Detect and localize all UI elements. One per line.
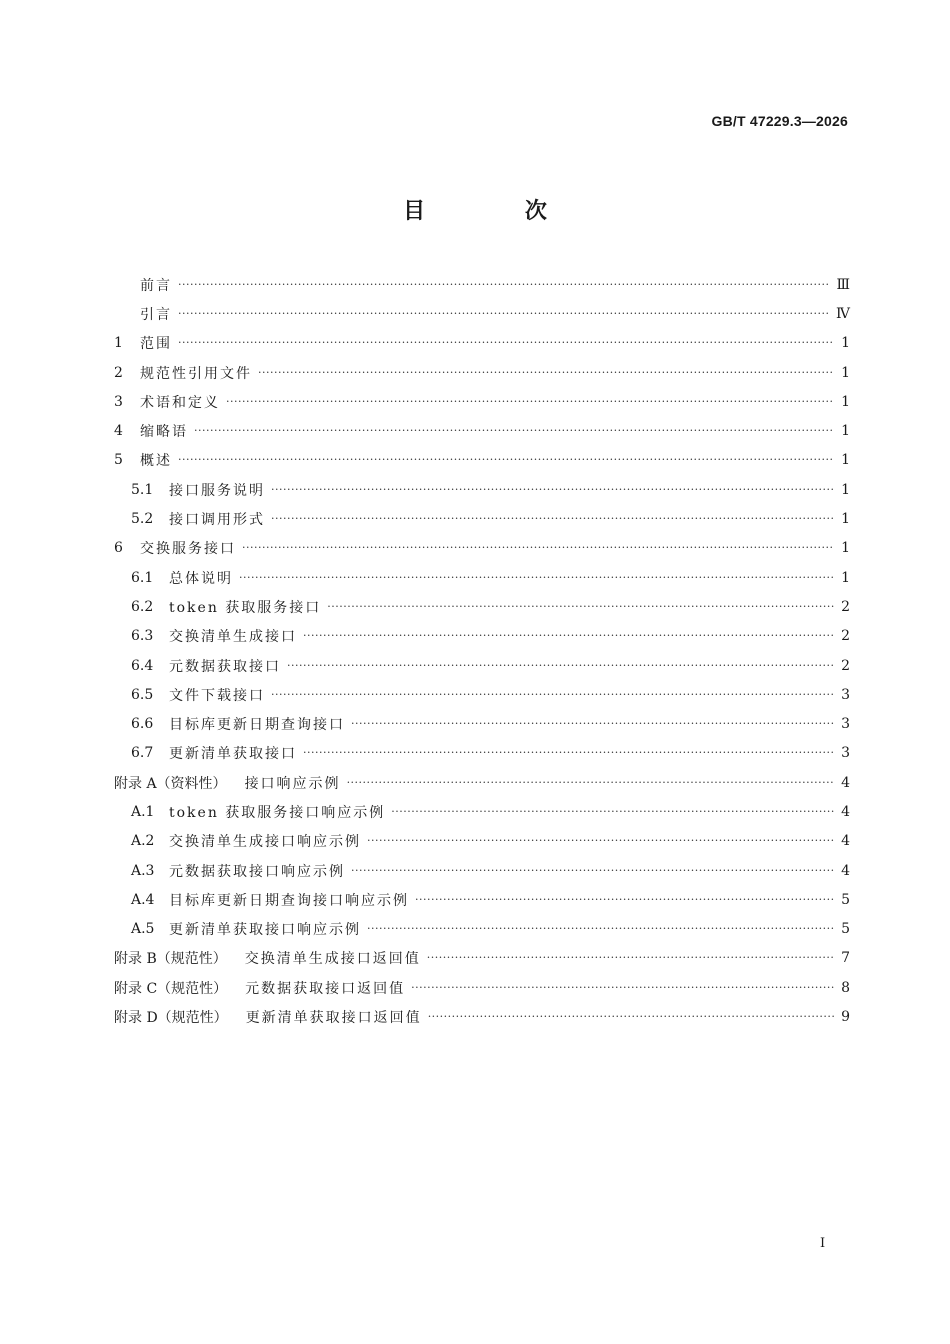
toc-entry-page: 5 [841,921,850,938]
toc-entry-number: 5.2 [131,511,154,528]
toc-entry[interactable] [114,534,850,563]
page-number: Ⅰ [820,1236,826,1251]
toc-entry[interactable] [114,563,850,592]
toc-dot-leader [271,482,834,498]
toc-dot-leader [428,1009,834,1025]
toc-dot-leader [351,863,834,879]
toc-entry[interactable] [114,622,850,651]
toc-entry-number: 6 [114,540,123,557]
toc-entry[interactable] [114,299,850,328]
toc-entry-number: 附录 D（规范性） [114,1010,228,1027]
toc-entry[interactable] [114,504,850,533]
toc-entry[interactable] [114,768,850,797]
toc-entry-number: 6.6 [131,716,154,733]
toc-entry[interactable] [114,651,850,680]
toc-entry-page: 1 [841,511,850,528]
toc-entry-page: 9 [841,1009,850,1026]
toc-dot-leader [194,423,834,439]
toc-entry-label: 元数据获取接口返回值 [245,980,406,997]
toc-entry-page: 1 [841,393,850,410]
toc-entry-page: 1 [841,423,850,440]
toc-entry-label: 概述 [140,453,172,470]
toc-entry-label: token 获取服务接口 [169,599,322,616]
toc-entry[interactable] [114,915,850,944]
toc-dot-leader [258,365,834,381]
toc-entry[interactable] [114,446,850,475]
toc-dot-leader [303,628,834,644]
toc-entry-number: 3 [114,393,123,410]
toc-dot-leader [226,394,834,410]
toc-entry-label: 交换清单生成接口 [169,629,297,646]
toc-dot-leader [367,921,834,937]
toc-entry-page: 2 [841,657,850,674]
toc-entry-number: A.1 [131,803,155,820]
toc-dot-leader [327,599,834,615]
toc-entry-label: token 获取服务接口响应示例 [169,804,386,821]
toc-entry-label: 更新清单获取接口响应示例 [169,922,361,939]
toc-entry-page: Ⅳ [836,305,850,322]
toc-entry-label: 元数据获取接口响应示例 [169,863,345,880]
toc-entry[interactable] [114,944,850,973]
toc-entry-page: 7 [841,950,850,967]
toc-entry-label: 前言 [140,277,172,294]
toc-entry[interactable] [114,592,850,621]
toc-dot-leader [239,570,834,586]
toc-entry-page: 1 [841,540,850,557]
toc-entry-page: 1 [841,452,850,469]
toc-dot-leader [411,980,834,996]
toc-entry-label: 交换服务接口 [140,541,236,558]
toc-entry-label: 范围 [140,336,172,353]
toc-entry-number: 6.4 [131,657,154,674]
table-of-contents [114,270,850,1032]
toc-entry-number: 附录 C（规范性） [114,980,228,997]
toc-dot-leader [271,511,834,527]
toc-entry-page: 4 [841,774,850,791]
toc-entry[interactable] [114,1002,850,1031]
toc-entry-page: 1 [841,481,850,498]
toc-entry-label: 文件下载接口 [169,687,265,704]
toc-entry[interactable] [114,973,850,1002]
toc-dot-leader [347,775,834,791]
toc-entry-number: 6.2 [131,598,154,615]
toc-entry-page: 2 [841,628,850,645]
toc-entry-number: 6.5 [131,686,154,703]
toc-entry[interactable] [114,416,850,445]
toc-entry-number: A.3 [131,862,155,879]
toc-entry-page: 8 [841,979,850,996]
toc-entry-label: 目标库更新日期查询接口响应示例 [169,892,409,909]
toc-entry-label: 术语和定义 [140,394,220,411]
toc-entry-label: 引言 [140,306,172,323]
toc-entry-page: 4 [841,862,850,879]
toc-entry-label: 更新清单获取接口返回值 [245,1010,422,1027]
toc-entry[interactable] [114,709,850,738]
toc-entry-label: 交换清单生成接口响应示例 [169,834,361,851]
toc-dot-leader [271,687,834,703]
toc-entry-number: 2 [114,364,123,381]
toc-entry-number: 6.1 [131,569,154,586]
toc-dot-leader [303,745,834,761]
toc-entry-page: 1 [841,569,850,586]
toc-entry-label: 总体说明 [169,570,233,587]
toc-entry[interactable] [114,739,850,768]
toc-entry-number: 5.1 [131,481,154,498]
toc-dot-leader [427,950,834,966]
toc-entry-page: 3 [841,686,850,703]
toc-entry-page: 4 [841,803,850,820]
toc-dot-leader [178,335,834,351]
toc-entry-label: 目标库更新日期查询接口 [169,717,345,734]
page-title: 目 次 [403,199,593,224]
toc-dot-leader [178,277,830,293]
toc-entry-label: 接口服务说明 [169,482,265,499]
toc-dot-leader [367,833,834,849]
toc-entry-label: 规范性引用文件 [140,365,252,382]
toc-entry-number: 附录 A（资料性） [114,775,227,792]
toc-entry[interactable] [114,329,850,358]
toc-entry-page: 3 [841,716,850,733]
toc-entry-label: 元数据获取接口 [169,658,281,675]
toc-entry-number: 5 [114,452,123,469]
toc-entry-number: 附录 B（规范性） [114,951,227,968]
toc-entry-page: 2 [841,598,850,615]
toc-entry-label: 接口调用形式 [169,512,265,529]
toc-entry[interactable] [114,475,850,504]
toc-entry[interactable] [114,797,850,826]
toc-entry-number: 4 [114,423,123,440]
toc-entry[interactable] [114,387,850,416]
toc-entry[interactable] [114,358,850,387]
standard-code: GB/T 47229.3—2026 [711,113,848,129]
toc-entry-label: 更新清单获取接口 [169,746,297,763]
toc-entry-number: A.5 [131,921,155,938]
toc-entry-number: 1 [114,335,123,352]
toc-dot-leader [178,306,830,322]
toc-dot-leader [415,892,834,908]
toc-dot-leader [242,540,834,556]
toc-entry[interactable] [114,885,850,914]
toc-entry-number: 6.3 [131,628,154,645]
toc-entry-number: A.4 [131,891,155,908]
toc-dot-leader [287,658,834,674]
toc-entry-number: 6.7 [131,745,154,762]
toc-entry-page: 1 [841,335,850,352]
toc-entry-page: Ⅲ [836,276,850,293]
toc-entry-page: 4 [841,833,850,850]
toc-entry-page: 5 [841,891,850,908]
toc-entry[interactable] [114,270,850,299]
toc-entry[interactable] [114,680,850,709]
toc-entry-number: A.2 [131,833,155,850]
toc-entry-label: 接口响应示例 [244,775,341,792]
toc-entry-page: 1 [841,364,850,381]
toc-entry-label: 交换清单生成接口返回值 [244,951,421,968]
toc-dot-leader [391,804,834,820]
toc-entry-page: 3 [841,745,850,762]
toc-dot-leader [351,716,834,732]
toc-entry[interactable] [114,856,850,885]
toc-dot-leader [178,452,834,468]
toc-entry-label: 缩略语 [140,424,188,441]
toc-entry[interactable] [114,827,850,856]
